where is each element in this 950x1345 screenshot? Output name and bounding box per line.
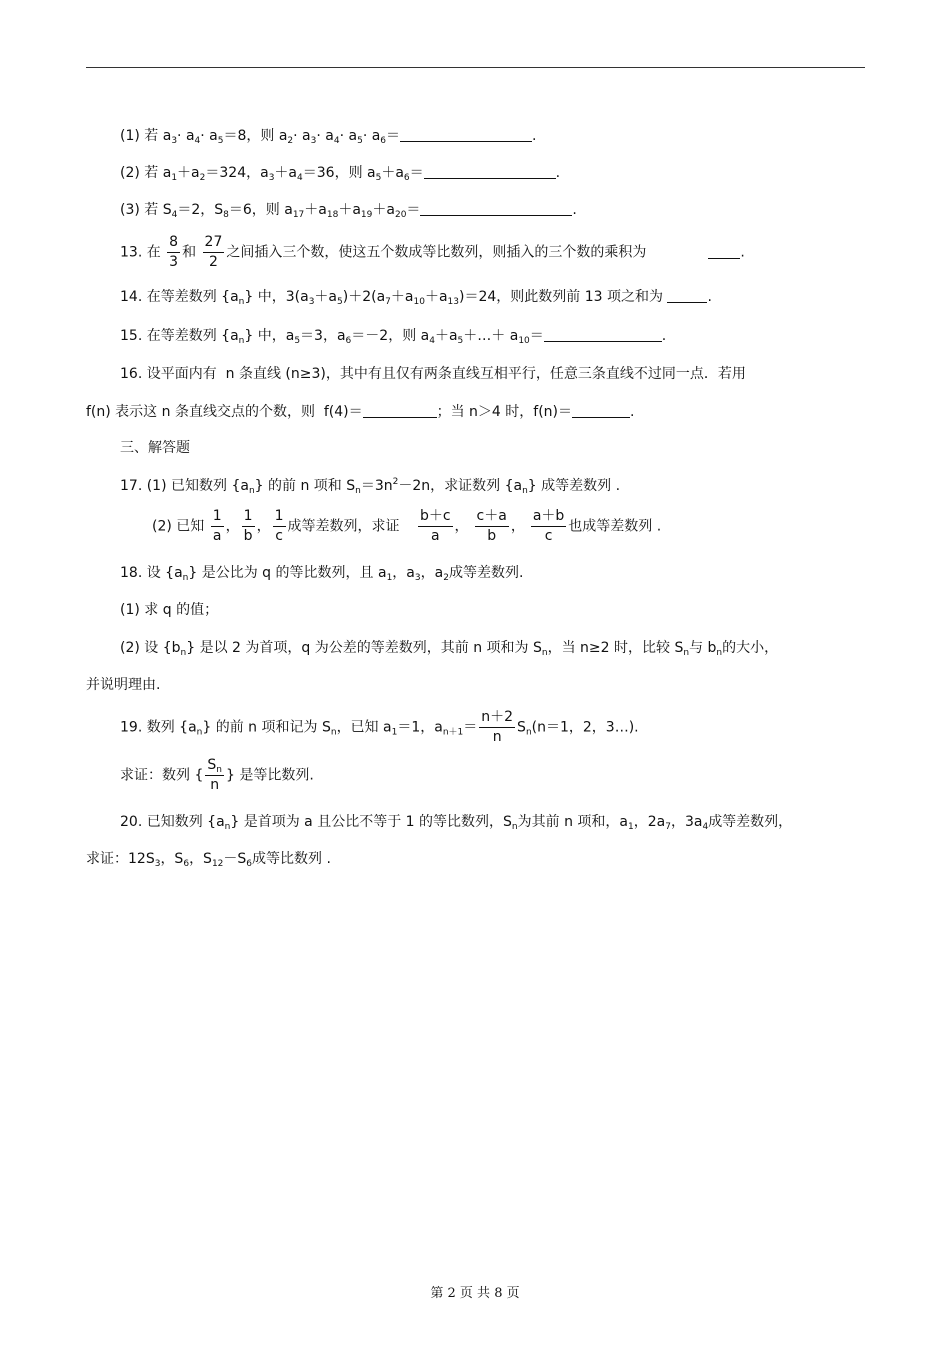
q15: 15. 在等差数列 $\{a_n\}$ 中，$a_5=3$，$a_6=-2$，则 $a_4+a_5+\dots+ a_{10}=$ .: [120, 328, 667, 346]
page-footer: 第 2 页 共 8 页: [430, 1286, 520, 1301]
fraction-ab-c: $\frac{a+b}{c}$: [532, 508, 565, 544]
q14: 14. 在等差数列 $\{a_n\}$ 中，$3(a_3+a_5)+2(a_7+a_{10}+a_{13})=24$，则此数列前 13 项之和为 .: [120, 289, 712, 307]
q17-part2: (2) 已知 $\frac{1}{a}$ ， $\frac{1}{b}$ ， $\frac{1}{c}$ 成等差数列，求证 $\frac{b+c}{a}$ ， $\frac{c+a}{b}$ ， $\frac{a+b}{c}$ 也成等差数列 .: [152, 508, 662, 544]
q13: 13. 在 $\frac{8}{3}$ 和 $\frac{27}{2}$ 之间插入三个数，使这五个数成等比数列，则插入的三个数的乘积为 .: [120, 234, 745, 270]
q19-line1: 19. 数列 $\{a_n\}$ 的前 n 项和记为 $S_n$，已知 $a_1=1$，$a_{n+1}=$ $\frac{n+2}{n}$ $S_n(n=1$，2，3…).: [120, 709, 639, 745]
q16-line2: f(n) 表示这 n 条直线交点的个数，则 f(4)＝ ；当 n＞4 时，f(n)＝ .: [86, 404, 635, 420]
q12-part2: (2) 若 $a_1+a_2=324$，$a_3+a_4=36$，则 $a_5+a_6=$ .: [120, 165, 561, 183]
q19-line2: 求证：数列 { $\frac{S_n}{n}$ } 是等比数列.: [120, 757, 314, 793]
answer-blank[interactable]: [400, 127, 532, 142]
fraction-1-b: $\frac{1}{b}$: [243, 508, 253, 544]
fraction-bc-a: $\frac{b+c}{a}$: [419, 508, 451, 544]
fraction-1-a: $\frac{1}{a}$: [212, 508, 222, 544]
q12-part3: (3) 若 $S_4=2$，$S_8=6$，则 $a_{17}+a_{18}+a_{19}+a_{20}=$ .: [120, 202, 577, 220]
q18-line1: 18. 设 $\{a_n\}$ 是公比为 q 的等比数列，且 $a_1$，$a_3$，$a_2$成等差数列.: [120, 565, 524, 583]
answer-blank[interactable]: [420, 201, 572, 216]
q16-line1: 16. 设平面内有 n 条直线 (n≥3)，其中有且仅有两条直线互相平行，任意三条直线不过同一点．若用: [120, 366, 746, 382]
answer-blank[interactable]: [572, 403, 630, 418]
fraction-n2-n: $\frac{n+2}{n}$: [481, 709, 514, 745]
header-rule: [86, 67, 865, 68]
q18-line3: (2) 设 $\{b_n\}$ 是以 2 为首项，q 为公差的等差数列，其前 n 项和为 $S_n$，当 n≥2 时，比较 $S_n$与 $b_n$的大小，: [120, 640, 779, 658]
answer-blank[interactable]: [544, 327, 662, 342]
q18-line2: (1) 求 q 的值；: [120, 602, 219, 618]
answer-blank[interactable]: [363, 403, 437, 418]
fraction-27-2: $\frac{27}{2}$: [204, 234, 223, 270]
section-heading: 三、解答题: [120, 440, 190, 456]
q17-part1: 17. (1) 已知数列 $\{a_n\}$ 的前 n 项和 $S_n=3n^2-2n$，求证数列 $\{a_n\}$ 成等差数列 .: [120, 477, 621, 496]
q20-line1: 20. 已知数列 $\{a_n\}$ 是首项为 a 且公比不等于 1 的等比数列，$S_n$为其前 n 项和，$a_1$，$2a_7$，$3a_4$成等差数列，: [120, 814, 793, 832]
answer-blank[interactable]: [708, 244, 740, 259]
q20-line2: 求证：$12S_3$，$S_6$，$S_{12}-S_6$成等比数列 .: [86, 851, 331, 869]
answer-blank[interactable]: [424, 164, 556, 179]
q18-line4: 并说明理由.: [86, 677, 161, 693]
fraction-sn-n: $\frac{S_n}{n}$: [207, 757, 222, 793]
answer-blank[interactable]: [667, 288, 707, 303]
fraction-1-c: $\frac{1}{c}$: [274, 508, 284, 544]
fraction-8-3: $\frac{8}{3}$: [169, 234, 179, 270]
q12-part1: (1) 若 $a_3\cdot a_4\cdot a_5=8$，则 $a_2\cdot a_3\cdot a_4\cdot a_5\cdot a_6=$ .: [120, 128, 537, 146]
fraction-ca-b: $\frac{c+a}{b}$: [476, 508, 507, 544]
